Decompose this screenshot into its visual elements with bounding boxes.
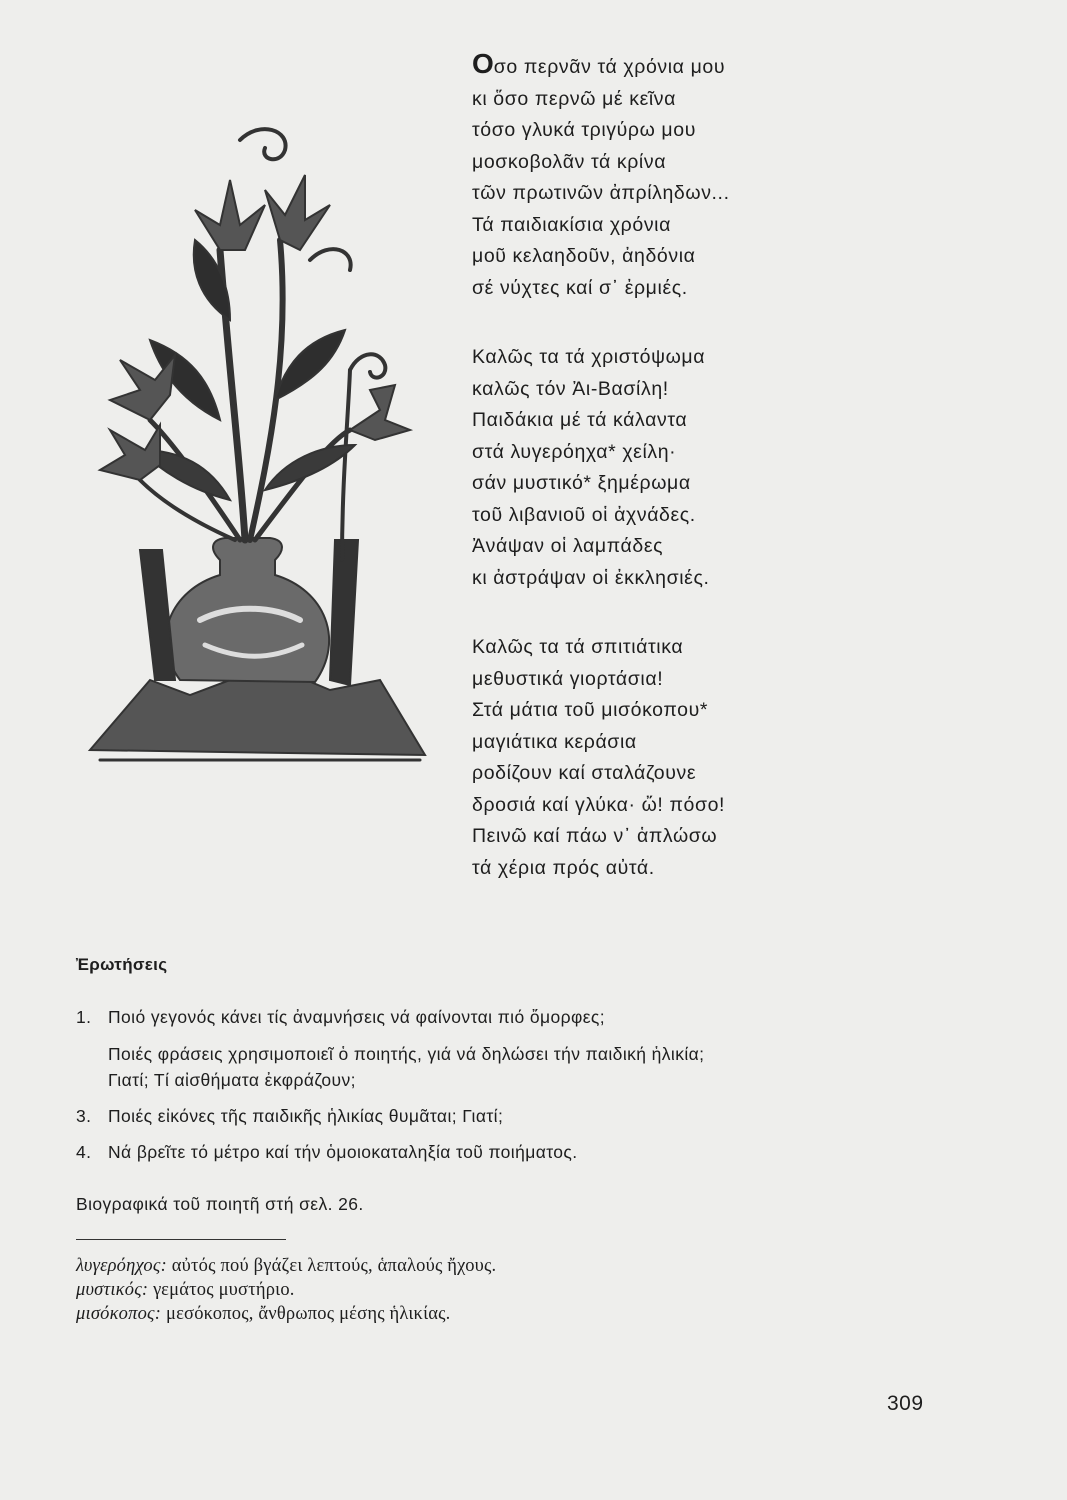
poem-line: δροσιά καί γλύκα· ὤ! πόσο! [472, 793, 726, 816]
footnote-divider [76, 1239, 286, 1240]
glossary-definition: αὐτός πού βγάζει λεπτούς, ἁπαλούς ἤχους. [171, 1256, 497, 1276]
poem-stanza-3 [472, 632, 725, 884]
poem-line: Καλῶς τα τά χριστόψωμα [472, 346, 706, 368]
question-item [76, 1104, 503, 1128]
question-item [76, 1140, 578, 1164]
page-number: 309 [887, 1392, 924, 1415]
question-item [76, 1068, 356, 1092]
glossary [76, 1254, 496, 1326]
poem-line: τοῦ λιβανιοῦ οἱ ἀχνάδες. [472, 503, 696, 526]
glossary-definition: γεμάτος μυστήριο. [153, 1280, 295, 1300]
poem-line: ροδίζουν καί σταλάζουνε [472, 762, 697, 784]
poem-line: μαγιάτικα κεράσια [472, 730, 637, 753]
glossary-term: μισόκοπος: [76, 1304, 162, 1324]
question-number: 4. [76, 1142, 92, 1162]
poem-line: μοῦ κελαηδοῦν, ἀηδόνια [472, 245, 696, 267]
question-item [76, 1042, 704, 1066]
poem [472, 48, 932, 879]
question-number: 1. [76, 1007, 92, 1027]
poem-line: καλῶς τόν Ἀι-Βασίλη! [472, 377, 669, 400]
poem-line: στά λυγερόηχα* χείλη· [472, 440, 677, 463]
poem-line: Πεινῶ καί πάω ν᾽ ἁπλώσω [472, 825, 718, 847]
poem-line: Στά μάτια τοῦ μισόκοπου* [472, 699, 709, 721]
poem-line: Οσο περνᾶν τά χρόνια μου [472, 48, 726, 79]
poem-line: Καλῶς τα τά σπιτιάτικα [472, 636, 684, 658]
question-text: Ποιό γεγονός κάνει τίς ἀναμνήσεις νά φαίνονται πιό ὄμορφες; [108, 1007, 606, 1027]
poem-line: τῶν πρωτινῶν ἀπρίληδων... [472, 182, 730, 204]
glossary-entry [76, 1254, 496, 1278]
question-item [76, 1005, 605, 1029]
question-text: Ποιές εἰκόνες τῆς παιδικῆς ἡλικίας θυμᾶται; Γιατί; [108, 1106, 504, 1126]
glossary-definition: μεσόκοπος, ἄνθρωπος μέσης ἡλικίας. [165, 1304, 451, 1324]
poem-stanza-1 [472, 50, 932, 304]
poem-line: σάν μυστικό* ξημέρωμα [472, 472, 691, 494]
poem-line: Παιδάκια μέ τά κάλαντα [472, 409, 688, 431]
poem-line: μοσκοβολᾶν τά κρίνα [472, 150, 667, 173]
poem-line: κι ὅσο περνῶ μέ κεῖνα [472, 87, 677, 110]
question-number: 3. [76, 1106, 92, 1126]
question-text: Ποιές φράσεις χρησιμοποιεῖ ὁ ποιητής, γιά νά δηλώσει τήν παιδική ἡλικία; [108, 1044, 705, 1064]
poem-line: τόσο γλυκά τριγύρω μου [472, 119, 696, 141]
poem-line: σέ νύχτες καί σ᾽ ἐρμιές. [472, 276, 688, 299]
question-text: Γιατί; Τί αἰσθήματα ἐκφράζουν; [108, 1070, 356, 1090]
glossary-entry [76, 1302, 496, 1326]
poem-line: τά χέρια πρός αὐτά. [472, 856, 655, 879]
biography-reference: Βιογραφικά τοῦ ποιητῆ στή σελ. 26. [76, 1194, 364, 1214]
poem-line: μεθυστικά γιορτάσια! [472, 667, 664, 690]
drop-cap: Ο [472, 48, 494, 79]
poem-line: Τά παιδιακίσια χρόνια [472, 213, 671, 236]
questions-heading: Ἐρωτήσεις [76, 955, 168, 974]
glossary-entry [76, 1278, 496, 1302]
question-text: Νά βρεῖτε τό μέτρο καί τήν ὁμοιοκαταληξία τοῦ ποιήματος. [108, 1142, 578, 1162]
poem-line: Ἀνάψαν οἱ λαμπάδες [472, 535, 664, 557]
poem-line: κι ἀστράψαν οἱ ἐκκλησιές. [472, 566, 710, 589]
flower-vase-illustration [80, 120, 440, 780]
glossary-term: μυστικός: [76, 1280, 149, 1300]
glossary-term: λυγερόηχος: [76, 1256, 167, 1276]
poem-stanza-2 [472, 342, 709, 594]
